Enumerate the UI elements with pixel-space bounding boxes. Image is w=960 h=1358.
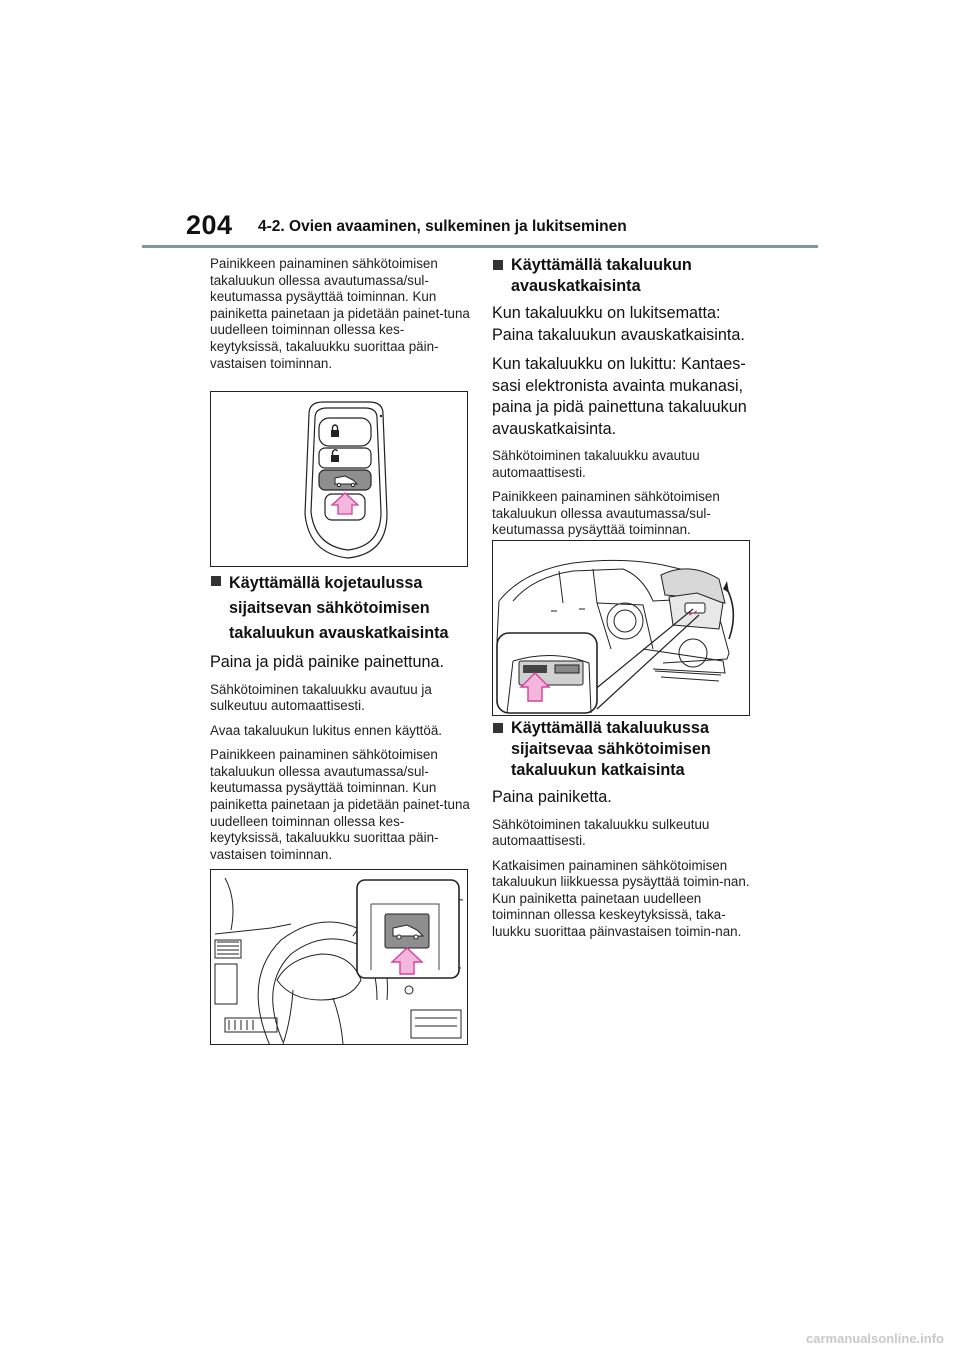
heading-bullet	[493, 723, 503, 733]
section-title: 4-2. Ovien avaaminen, sulkeminen ja lukitseminen	[258, 218, 627, 235]
watermark: carmanualsonline.info	[806, 1331, 944, 1346]
page-number: 204	[186, 210, 233, 240]
dashboard-switch-heading	[210, 571, 470, 646]
heading-bullet	[211, 576, 221, 586]
left-section	[210, 571, 470, 871]
left-note-3: Painikkeen painaminen sähkötoimisen takaluukun ollessa avautumassa/sul-keutumassa pysäyttää toiminnan. Kun painiketta painetaan ja pidetään painet-tuna uudelleen toiminnan ollessa kes-keytyksissä, takaluukku suorittaa päin-vastaisen toiminnan.	[210, 747, 470, 862]
header-rule	[142, 245, 818, 248]
right-note-2: Painikkeen painaminen sähkötoimisen takaluukun ollessa avautumassa/sul-keutumassa pysäyttää toiminnan.	[492, 489, 720, 538]
left-note-2: Avaa takaluukun lukitus ennen käyttöä.	[210, 722, 443, 738]
right-text-2: Kun takaluukku on lukittu: Kantaes-sasi elektronista avainta mukanasi, paina ja pidä painettuna takaluukun avauskatkaisinta.	[492, 355, 747, 438]
left-note-1: Sähkötoiminen takaluukku avautuu ja sulkeutuu automaattisesti.	[210, 681, 432, 714]
tailgate-switch-heading-text: Käyttämällä takaluukussa sijaitsevaa sähkötoimisen takaluukun katkaisinta	[511, 719, 711, 779]
left-instruction: Paina ja pidä painike painettuna.	[210, 653, 444, 671]
right-section-1	[492, 255, 752, 547]
smart-key-figure	[210, 391, 468, 567]
tailgate-opener-heading-text: Käyttämällä takaluukun avauskatkaisinta	[511, 256, 692, 295]
tailgate-switch-heading	[492, 718, 752, 781]
dashboard-switch-heading-text: Käyttämällä kojetaulussa sijaitsevan sähkötoimisen takaluukun avauskatkaisinta	[229, 574, 449, 642]
heading-bullet	[493, 260, 503, 270]
right-section-2	[492, 718, 752, 949]
right-text-1: Kun takaluukku on lukitsematta: Paina takaluukun avauskatkaisinta.	[492, 304, 745, 344]
right-note-4: Katkaisimen painaminen sähkötoimisen takaluukun liikkuessa pysäyttää toimin-nan. Kun painiketta painetaan uudelleen toiminnan ollessa keskeytyksissä, taka-luukku suorittaa päinvastaisen toimin-nan.	[492, 857, 750, 940]
left-intro	[210, 256, 470, 380]
intro-note: Painikkeen painaminen sähkötoimisen takaluukun ollessa avautumassa/sul-keutumassa pysäyttää toiminnan. Kun painiketta painetaan ja pidetään painet-tuna uudelleen toiminnan ollessa kes-keytyksissä, takaluukku suorittaa päin-vastaisen toiminnan.	[210, 256, 470, 371]
right-instruction: Paina painiketta.	[492, 788, 612, 806]
tailgate-opener-heading	[492, 255, 752, 297]
right-note-1: Sähkötoiminen takaluukku avautuu automaattisesti.	[492, 448, 700, 480]
dashboard-switch-figure	[210, 869, 468, 1045]
right-note-3: Sähkötoiminen takaluukku sulkeutuu automaattisesti.	[492, 816, 710, 849]
vehicle-rear-figure	[492, 540, 750, 716]
